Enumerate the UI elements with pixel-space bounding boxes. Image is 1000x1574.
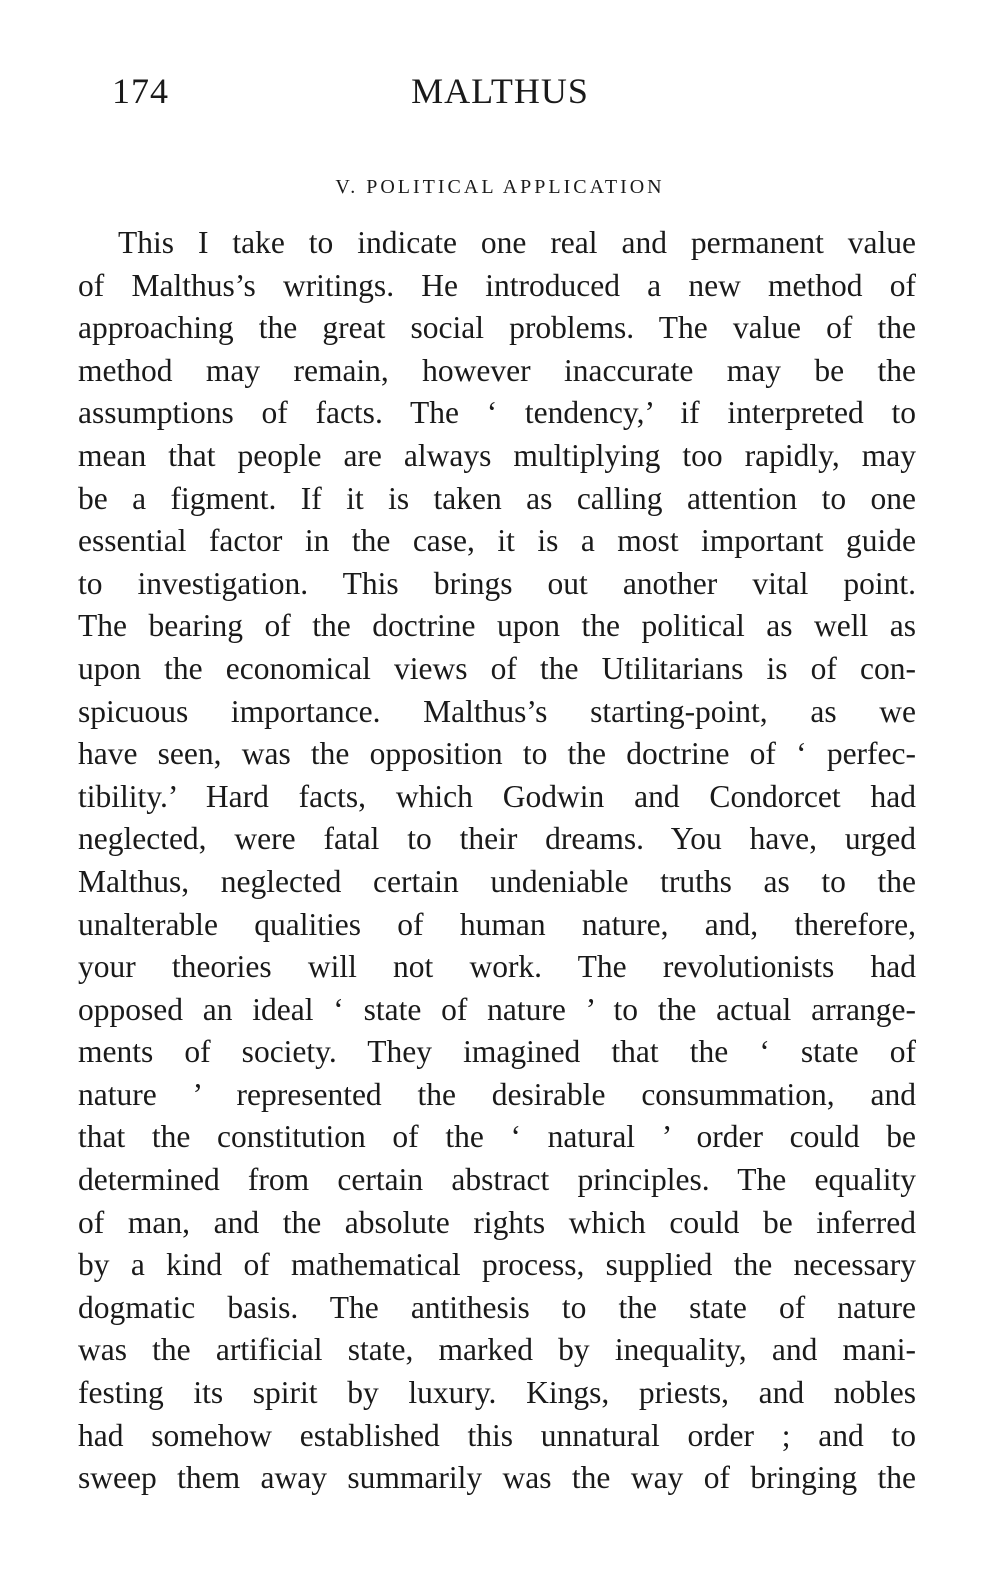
body-text <box>78 222 916 1500</box>
text-line: sweep them away summarily was the way of bringing the <box>78 1460 916 1496</box>
text-line: have seen, was the opposition to the doctrine of ‘ perfec- <box>78 736 916 772</box>
text-line: dogmatic basis. The antithesis to the state of nature <box>78 1289 916 1325</box>
text-line: unalterable qualities of human nature, and, therefore, <box>78 906 916 942</box>
text-line: The bearing of the doctrine upon the political as well as <box>78 608 916 644</box>
text-line: had somehow established this unnatural order ; and to <box>78 1417 916 1453</box>
text-line: by a kind of mathematical process, supplied the necessary <box>78 1247 916 1283</box>
text-line: that the constitution of the ‘ natural ’ order could be <box>78 1119 916 1155</box>
text-line: tibility.’ Hard facts, which Godwin and Condorcet had <box>78 778 916 814</box>
text-line: was the artificial state, marked by inequality, and mani- <box>78 1332 916 1368</box>
text-line: mean that people are always multiplying too rapidly, may <box>78 437 916 473</box>
text-line: your theories will not work. The revolutionists had <box>78 949 916 985</box>
text-line: ments of society. They imagined that the ‘ state of <box>78 1034 916 1070</box>
text-line: festing its spirit by luxury. Kings, priests, and nobles <box>78 1375 916 1411</box>
section-heading: V. POLITICAL APPLICATION <box>335 176 665 198</box>
text-line: spicuous importance. Malthus’s starting-point, as we <box>78 693 916 729</box>
running-title: MALTHUS <box>411 71 589 111</box>
text-line: to investigation. This brings out another vital point. <box>78 565 916 601</box>
text-line: of man, and the absolute rights which could be inferred <box>78 1204 916 1240</box>
text-line: assumptions of facts. The ‘ tendency,’ if interpreted to <box>78 395 916 431</box>
text-line: of Malthus’s writings. He introduced a new method of <box>78 267 916 303</box>
text-line: approaching the great social problems. The value of the <box>78 310 916 346</box>
text-line: essential factor in the case, it is a most important guide <box>78 523 916 559</box>
text-line: determined from certain abstract principles. The equality <box>78 1162 916 1198</box>
text-line: neglected, were fatal to their dreams. You have, urged <box>78 821 916 857</box>
text-line: be a figment. If it is taken as calling attention to one <box>78 480 916 516</box>
text-line: This I take to indicate one real and permanent value <box>118 225 916 260</box>
text-line: method may remain, however inaccurate may be the <box>78 352 916 388</box>
text-line: opposed an ideal ‘ state of nature ’ to the actual arrange- <box>78 991 916 1027</box>
text-line: upon the economical views of the Utilitarians is of con- <box>78 650 916 686</box>
text-line: Malthus, neglected certain undeniable truths as to the <box>78 863 916 899</box>
page-number: 174 <box>112 71 169 111</box>
text-line: nature ’ represented the desirable consummation, and <box>78 1076 916 1112</box>
